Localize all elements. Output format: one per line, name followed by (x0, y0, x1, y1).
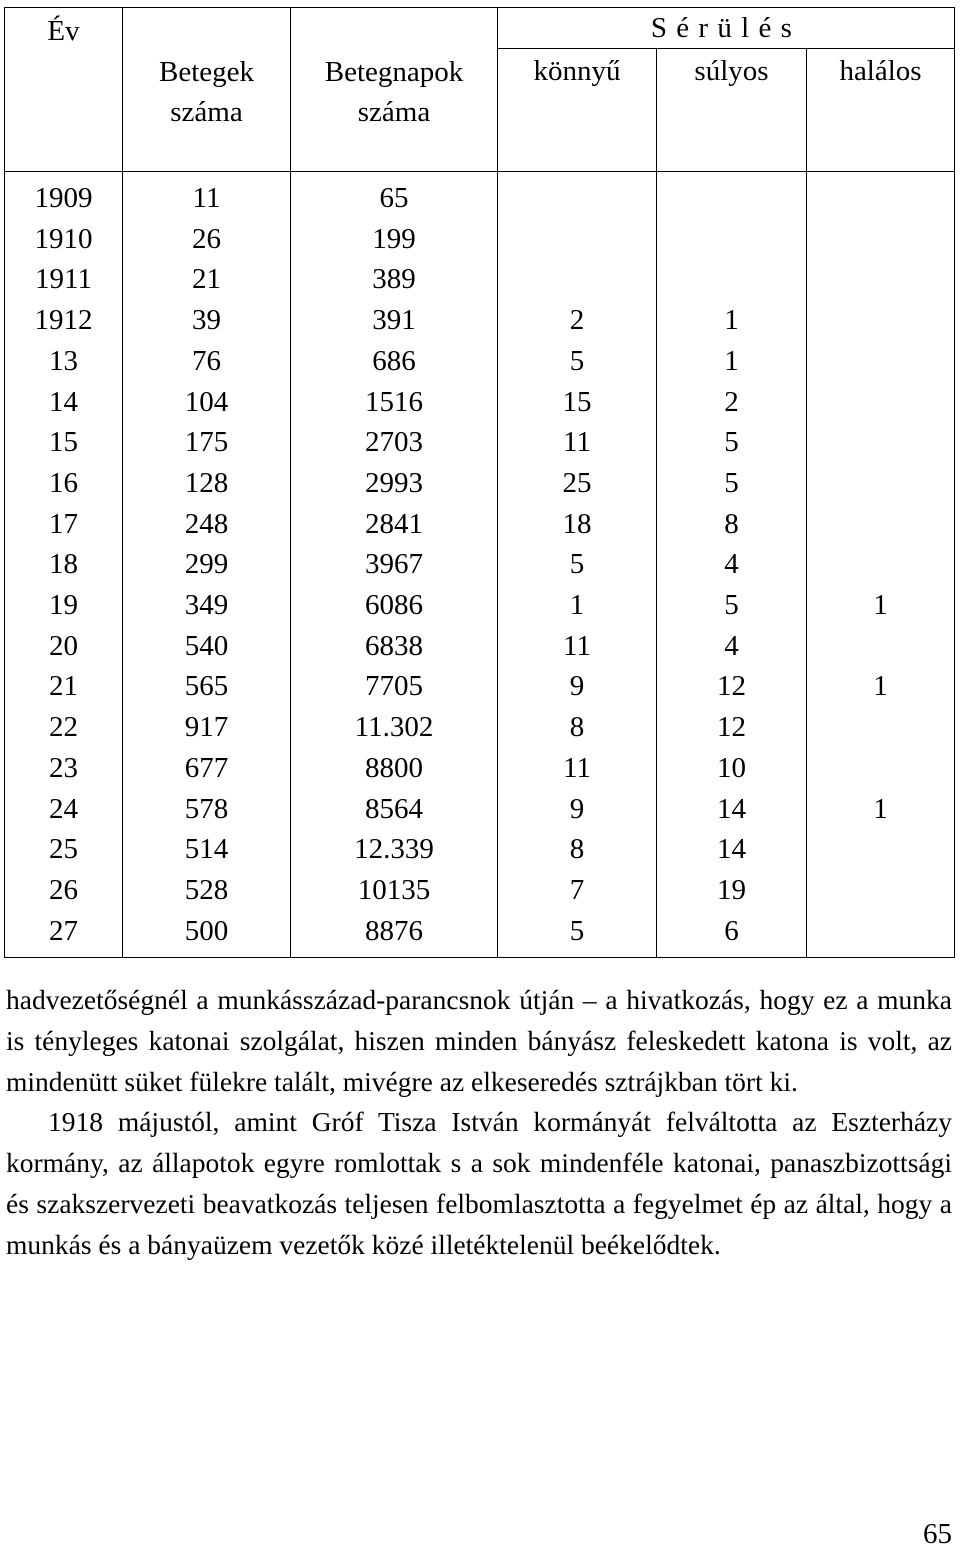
cell-fatal: 1 (807, 789, 955, 830)
cell-light: 5 (498, 341, 657, 382)
header-injury-group: Sérülés (498, 8, 955, 49)
cell-fatal (807, 748, 955, 789)
cell-patients: 11 (123, 172, 291, 219)
cell-severe: 2 (657, 382, 807, 423)
cell-light: 9 (498, 666, 657, 707)
cell-fatal (807, 544, 955, 585)
table-row (5, 585, 955, 626)
cell-year: 1910 (5, 219, 123, 260)
header-year-label: Év (47, 15, 80, 47)
header-patients-label (123, 8, 290, 132)
cell-patients: 128 (123, 463, 291, 504)
cell-patients: 21 (123, 259, 291, 300)
cell-severe: 12 (657, 707, 807, 748)
cell-year: 22 (5, 707, 123, 748)
cell-severe: 1 (657, 341, 807, 382)
injury-statistics-table (4, 7, 955, 958)
paragraph-2: 1918 májustól, amint Gróf Tisza István kormányát felváltotta az Eszterházy kormány, az állapotok egyre romlottak s a sok mindenféle katonai, panaszbizottsági és szakszervezeti beavatkozás teljesen felbomlasztotta a fegyelmet ép az által, hogy a munkás és a bányaüzem vezetők közé illetéktelenül beékelődtek. (6, 1106, 952, 1260)
cell-light: 25 (498, 463, 657, 504)
cell-light: 7 (498, 870, 657, 911)
cell-year: 24 (5, 789, 123, 830)
paragraph-1: hadvezetőségnél a munkásszázad-parancsnok útján – a hivatkozás, hogy ez a munka is tényleges katonai szolgálat, hiszen minden bányász feleskedett katona is volt, az mindenütt süket fülekre talált, mivégre az elkeseredés sztrájkban tört ki. (6, 984, 952, 1097)
cell-severe: 4 (657, 544, 807, 585)
cell-fatal (807, 504, 955, 545)
cell-patients: 248 (123, 504, 291, 545)
header-sickdays-line2: száma (357, 96, 431, 128)
cell-severe: 1 (657, 300, 807, 341)
cell-year: 1909 (5, 172, 123, 219)
cell-light: 11 (498, 422, 657, 463)
cell-patients: 299 (123, 544, 291, 585)
cell-fatal: 1 (807, 666, 955, 707)
table-row (5, 463, 955, 504)
table-row (5, 219, 955, 260)
header-sickdays-label (291, 8, 497, 132)
cell-light: 11 (498, 626, 657, 667)
cell-severe: 8 (657, 504, 807, 545)
cell-sickdays: 6086 (291, 585, 498, 626)
cell-sickdays: 391 (291, 300, 498, 341)
cell-sickdays: 3967 (291, 544, 498, 585)
cell-sickdays: 2703 (291, 422, 498, 463)
cell-fatal (807, 259, 955, 300)
header-light (498, 49, 657, 172)
body-text (6, 980, 952, 1266)
table-row (5, 172, 955, 219)
table-row (5, 829, 955, 870)
cell-light: 18 (498, 504, 657, 545)
cell-severe (657, 172, 807, 219)
cell-sickdays: 1516 (291, 382, 498, 423)
cell-year: 26 (5, 870, 123, 911)
cell-severe (657, 219, 807, 260)
cell-patients: 26 (123, 219, 291, 260)
cell-fatal (807, 300, 955, 341)
cell-year: 27 (5, 911, 123, 958)
cell-sickdays: 8564 (291, 789, 498, 830)
cell-severe (657, 259, 807, 300)
header-severe (657, 49, 807, 172)
header-sickdays-line1: Betegnapok (324, 56, 464, 88)
cell-light: 8 (498, 829, 657, 870)
table-body (5, 172, 955, 958)
header-severe-label: súlyos (694, 55, 769, 87)
cell-sickdays: 65 (291, 172, 498, 219)
cell-sickdays: 389 (291, 259, 498, 300)
cell-year: 19 (5, 585, 123, 626)
cell-fatal (807, 707, 955, 748)
cell-fatal (807, 911, 955, 958)
cell-fatal (807, 172, 955, 219)
table-row (5, 544, 955, 585)
cell-sickdays: 12.339 (291, 829, 498, 870)
cell-sickdays: 10135 (291, 870, 498, 911)
cell-severe: 5 (657, 585, 807, 626)
cell-year: 14 (5, 382, 123, 423)
cell-light: 5 (498, 544, 657, 585)
table-row (5, 707, 955, 748)
cell-sickdays: 199 (291, 219, 498, 260)
cell-severe: 5 (657, 422, 807, 463)
cell-sickdays: 11.302 (291, 707, 498, 748)
table-row (5, 300, 955, 341)
cell-fatal (807, 870, 955, 911)
cell-sickdays: 8800 (291, 748, 498, 789)
cell-patients: 540 (123, 626, 291, 667)
table-row (5, 748, 955, 789)
cell-light: 5 (498, 911, 657, 958)
cell-sickdays: 7705 (291, 666, 498, 707)
cell-fatal (807, 463, 955, 504)
table-row (5, 504, 955, 545)
cell-patients: 917 (123, 707, 291, 748)
header-year (5, 8, 123, 172)
cell-patients: 76 (123, 341, 291, 382)
cell-light: 11 (498, 748, 657, 789)
header-fatal (807, 49, 955, 172)
cell-fatal: 1 (807, 585, 955, 626)
cell-year: 20 (5, 626, 123, 667)
cell-sickdays: 2993 (291, 463, 498, 504)
cell-year: 21 (5, 666, 123, 707)
cell-sickdays: 6838 (291, 626, 498, 667)
cell-fatal (807, 341, 955, 382)
cell-patients: 677 (123, 748, 291, 789)
cell-sickdays: 8876 (291, 911, 498, 958)
header-patients (123, 8, 291, 172)
cell-fatal (807, 219, 955, 260)
table-row (5, 626, 955, 667)
cell-light: 9 (498, 789, 657, 830)
cell-patients: 500 (123, 911, 291, 958)
table-row (5, 870, 955, 911)
cell-patients: 175 (123, 422, 291, 463)
cell-severe: 14 (657, 829, 807, 870)
cell-light (498, 172, 657, 219)
table-row (5, 341, 955, 382)
cell-patients: 514 (123, 829, 291, 870)
header-patients-line2: száma (170, 96, 243, 128)
cell-year: 1911 (5, 259, 123, 300)
header-light-label: könnyű (533, 55, 621, 87)
cell-severe: 14 (657, 789, 807, 830)
cell-patients: 39 (123, 300, 291, 341)
cell-sickdays: 686 (291, 341, 498, 382)
cell-year: 15 (5, 422, 123, 463)
cell-severe: 12 (657, 666, 807, 707)
cell-light: 8 (498, 707, 657, 748)
cell-severe: 5 (657, 463, 807, 504)
cell-severe: 10 (657, 748, 807, 789)
header-sickdays (291, 8, 498, 172)
cell-year: 1912 (5, 300, 123, 341)
cell-patients: 578 (123, 789, 291, 830)
cell-year: 17 (5, 504, 123, 545)
cell-light: 1 (498, 585, 657, 626)
cell-light (498, 219, 657, 260)
table-row (5, 422, 955, 463)
table-row (5, 259, 955, 300)
cell-patients: 349 (123, 585, 291, 626)
header-patients-line1: Betegek (158, 56, 254, 88)
cell-year: 18 (5, 544, 123, 585)
cell-year: 13 (5, 341, 123, 382)
header-fatal-label: halálos (839, 55, 922, 87)
cell-patients: 104 (123, 382, 291, 423)
cell-patients: 528 (123, 870, 291, 911)
cell-year: 16 (5, 463, 123, 504)
cell-fatal (807, 382, 955, 423)
table-row (5, 382, 955, 423)
cell-light (498, 259, 657, 300)
cell-fatal (807, 626, 955, 667)
cell-severe: 19 (657, 870, 807, 911)
cell-patients: 565 (123, 666, 291, 707)
cell-severe: 6 (657, 911, 807, 958)
cell-light: 15 (498, 382, 657, 423)
table-row (5, 789, 955, 830)
cell-year: 23 (5, 748, 123, 789)
table-row (5, 911, 955, 958)
cell-year: 25 (5, 829, 123, 870)
cell-light: 2 (498, 300, 657, 341)
cell-severe: 4 (657, 626, 807, 667)
cell-sickdays: 2841 (291, 504, 498, 545)
table-row (5, 666, 955, 707)
cell-fatal (807, 422, 955, 463)
page-number: 65 (923, 1518, 952, 1550)
cell-fatal (807, 829, 955, 870)
